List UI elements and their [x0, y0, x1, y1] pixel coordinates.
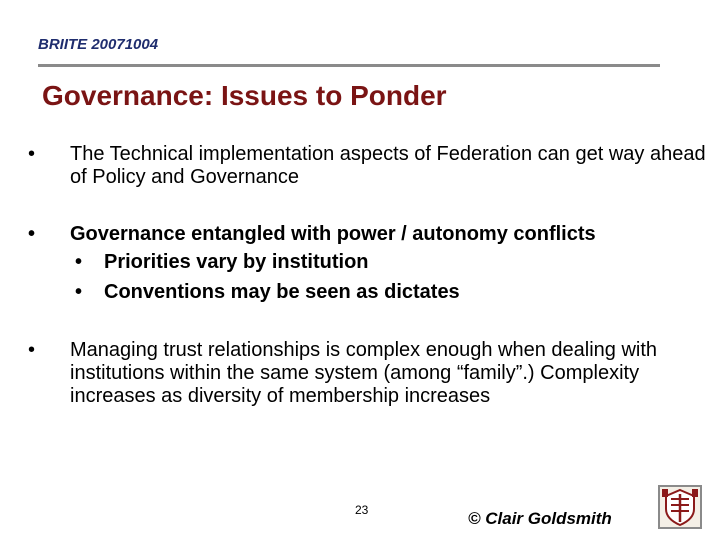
sub-bullet-marker: •	[75, 251, 83, 273]
slide-title: Governance: Issues to Ponder	[42, 80, 447, 111]
bullet-marker: •	[28, 223, 36, 245]
university-seal-icon	[658, 485, 702, 529]
bullet-marker: •	[28, 143, 36, 165]
bullet-text: The Technical implementation aspects of Federation can get way ahead of Policy and Governance	[70, 143, 706, 188]
copyright-notice: © Clair Goldsmith	[468, 509, 612, 528]
sub-bullet-text: Conventions may be seen as dictates	[104, 281, 460, 303]
sub-bullet-text: Priorities vary by institution	[104, 251, 369, 273]
bullet-item	[28, 339, 708, 408]
bullet-item	[28, 223, 708, 246]
bullet-marker: •	[28, 339, 36, 361]
header-divider	[38, 64, 660, 67]
bullet-text: Governance entangled with power / autonomy conflicts	[70, 223, 596, 245]
bullet-item	[28, 143, 708, 189]
sub-bullet-marker: •	[75, 281, 83, 303]
sub-bullet-item	[75, 251, 695, 274]
slide-header-code: BRIITE 20071004	[38, 36, 159, 53]
bullet-text: Managing trust relationships is complex enough when dealing with institutions within the same system (among “family”.) Complexity increases as diversity of membership increases	[70, 339, 658, 407]
page-number: 23	[355, 503, 369, 517]
sub-bullet-item	[75, 281, 695, 304]
